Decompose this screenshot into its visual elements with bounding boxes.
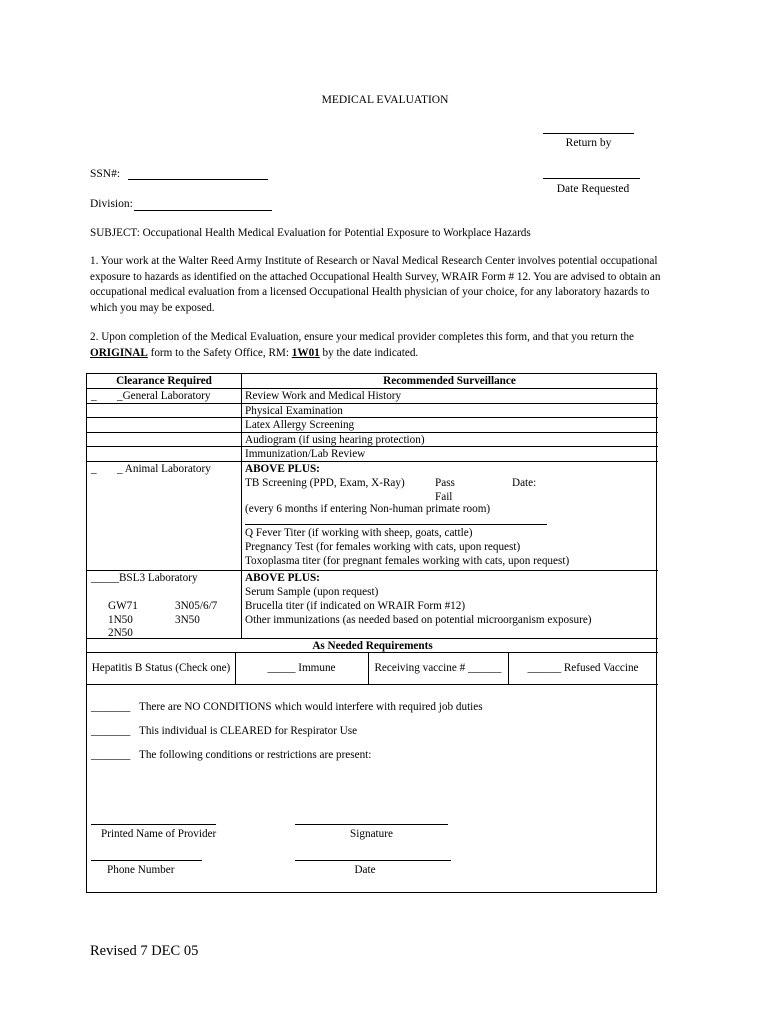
tb-screening: TB Screening (PPD, Exam, X-Ray) <box>245 477 405 489</box>
division-label: Division: <box>90 198 133 210</box>
condition-3-text: The following conditions or restrictions are present: <box>139 749 372 761</box>
room-1n50: 1N50 <box>108 614 133 626</box>
paragraph-1: 1. Your work at the Walter Reed Army Institute of Research or Naval Medical Research Center involves potential occupational exposure to hazards as identified on the attached Occupational Health Survey, WRAIR Form # 12. You are advised to obtain an occupational medical evaluation from a licensed Occupational Health physician of your choice, for any laboratory hazards to which you may be exposed. <box>90 255 661 314</box>
animal-item-2: Toxoplasma titer (for pregnant females working with cats, upon request) <box>245 555 570 567</box>
general-item-4: Immunization/Lab Review <box>245 448 366 460</box>
clearance-required-header: Clearance Required <box>116 375 212 387</box>
condition-1-text: There are NO CONDITIONS which would interfere with required job duties <box>139 701 483 713</box>
original-emphasis: ORIGINAL <box>90 346 148 359</box>
paragraph-2 <box>90 330 670 361</box>
tb-note: (every 6 months if entering Non-human primate room) <box>245 503 491 515</box>
general-lab-label: _General Laboratory <box>117 390 211 402</box>
general-item-3: Audiogram (if using hearing protection) <box>245 434 425 446</box>
phone-label: Phone Number <box>107 864 175 876</box>
paragraph-2-end: by the date indicated. <box>319 346 419 359</box>
ssn-field[interactable] <box>128 179 268 180</box>
printed-name-label: Printed Name of Provider <box>101 828 217 840</box>
recommended-surveillance-header: Recommended Surveillance <box>383 375 516 387</box>
return-by-field[interactable] <box>543 133 634 134</box>
bsl3-lab-label[interactable]: _____BSL3 Laboratory <box>91 572 198 584</box>
signature-line[interactable] <box>295 824 448 825</box>
tb-pass[interactable]: Pass <box>435 477 455 489</box>
hep-b-refused[interactable]: ______ Refused Vaccine <box>527 662 639 674</box>
animal-item-1: Pregnancy Test (for females working with cats, upon request) <box>245 541 521 553</box>
condition-1-blank[interactable]: _______ <box>91 701 131 713</box>
tb-date: Date: <box>512 477 537 489</box>
tb-fail[interactable]: Fail <box>435 491 453 503</box>
room-2n50: 2N50 <box>108 627 133 639</box>
bsl3-item-0: Serum Sample (upon request) <box>245 586 379 598</box>
as-needed-header: As Needed Requirements <box>312 640 433 652</box>
date-label: Date <box>354 864 376 876</box>
general-item-0: Review Work and Medical History <box>245 390 402 402</box>
condition-2-text: This individual is CLEARED for Respirator Use <box>139 725 358 737</box>
subject-line: SUBJECT: Occupational Health Medical Evaluation for Potential Exposure to Workplace Hazards <box>90 227 531 239</box>
general-item-1: Physical Examination <box>245 405 343 417</box>
bsl3-item-2: Other immunizations (as needed based on potential microorganism exposure) <box>245 614 592 626</box>
room-3n05: 3N05/6/7 <box>175 600 218 612</box>
hep-b-immune[interactable]: _____ Immune <box>267 662 336 674</box>
signature-label: Signature <box>350 828 393 840</box>
room-3n50: 3N50 <box>175 614 200 626</box>
hep-b-receiving[interactable]: Receiving vaccine # ______ <box>374 662 502 674</box>
page-title: MEDICAL EVALUATION <box>321 94 449 106</box>
ssn-label: SSN#: <box>90 168 121 180</box>
room-gw71: GW71 <box>108 600 138 612</box>
bsl3-above-plus: ABOVE PLUS: <box>245 572 320 584</box>
date-requested-label: Date Requested <box>556 183 630 195</box>
return-by-label: Return by <box>565 137 612 149</box>
general-item-2: Latex Allergy Screening <box>245 419 355 431</box>
room-number: 1W01 <box>291 346 320 359</box>
date-line[interactable] <box>295 860 451 861</box>
animal-lab-label: _ Animal Laboratory <box>117 463 211 475</box>
paragraph-2-start: 2. Upon completion of the Medical Evaluation, ensure your medical provider completes this form, and that you return the <box>90 331 634 343</box>
division-field[interactable] <box>134 210 272 211</box>
general-lab-checkbox[interactable]: _ <box>91 390 97 402</box>
clearance-table <box>86 373 657 893</box>
condition-3-blank[interactable]: _______ <box>91 749 131 761</box>
date-requested-field[interactable] <box>543 178 640 179</box>
paragraph-2-mid: form to the Safety Office, RM: <box>147 346 292 359</box>
phone-line[interactable] <box>91 860 202 861</box>
tb-result-line[interactable] <box>245 524 547 525</box>
animal-above-plus: ABOVE PLUS: <box>245 463 320 475</box>
hep-b-label: Hepatitis B Status (Check one) <box>91 662 231 674</box>
bsl3-item-1: Brucella titer (if indicated on WRAIR Form #12) <box>245 600 466 612</box>
condition-2-blank[interactable]: _______ <box>91 725 131 737</box>
printed-name-line[interactable] <box>91 824 216 825</box>
animal-item-0: Q Fever Titer (if working with sheep, goats, cattle) <box>245 527 473 539</box>
revision-note: Revised 7 DEC 05 <box>90 943 199 959</box>
animal-lab-checkbox[interactable]: _ <box>91 463 97 475</box>
